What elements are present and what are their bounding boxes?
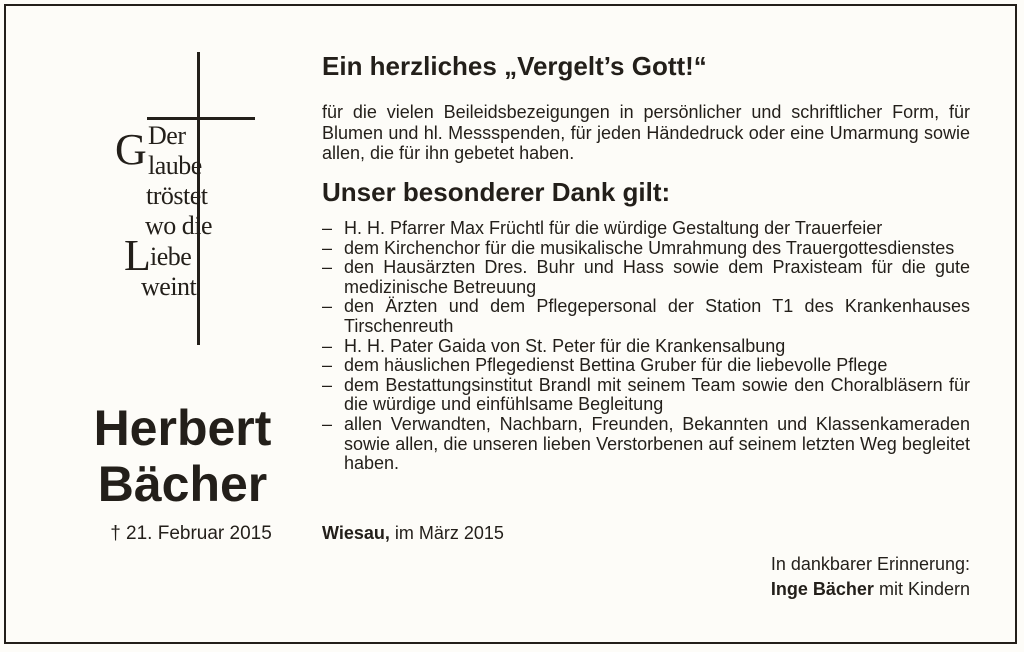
verse-line-6: weint <box>141 272 197 301</box>
list-item <box>322 376 970 415</box>
signature-suffix: mit Kindern <box>873 579 970 599</box>
dash-bullet: – <box>322 237 333 258</box>
list-item <box>322 415 970 474</box>
place-and-date <box>322 522 504 544</box>
verse-line-4: wo die <box>145 211 213 240</box>
list-item-text: H. H. Pater Gaida von St. Peter für die Krankensalbung <box>344 335 786 356</box>
place-town: Wiesau, <box>322 523 390 543</box>
verse-line-2: laube <box>148 151 202 180</box>
dash-bullet: – <box>322 257 333 278</box>
list-item <box>322 258 970 297</box>
dash-bullet: – <box>322 374 333 395</box>
verse-line-5: iebe <box>150 242 192 271</box>
verse-line-3: tröstet <box>146 181 208 210</box>
dash-bullet: – <box>322 413 333 434</box>
main-heading: Ein herzliches „Vergelt’s Gott!“ <box>322 51 707 81</box>
list-item <box>322 219 970 239</box>
signature-intro: In dankbarer Erinnerung: <box>770 554 970 574</box>
signature-name: Inge Bächer <box>770 579 874 599</box>
deceased-first-name: Herbert <box>93 400 272 456</box>
dash-bullet: – <box>322 296 333 317</box>
dash-bullet: – <box>322 218 333 238</box>
list-item-text: allen Verwandten, Nachbarn, Freunden, Bekannten und Klassenkameraden sowie allen, die unseren lieben Verstorbenen auf seinem letzten Weg begleitet haben. <box>344 413 970 474</box>
dash-bullet: – <box>322 355 333 376</box>
verse-initial-l: L <box>124 231 151 280</box>
list-item-text: H. H. Pfarrer Max Früchtl für die würdige Gestaltung der Trauerfeier <box>344 218 883 238</box>
verse-initial-g: G <box>115 125 147 174</box>
list-item <box>322 337 970 357</box>
list-item <box>322 297 970 336</box>
place-date: im März 2015 <box>389 523 504 543</box>
list-item-text: dem Bestattungsinstitut Brandl mit seinem Team sowie den Choralbläsern für die würdige und einfühlsame Begleitung <box>344 374 970 415</box>
list-item <box>322 239 970 259</box>
dash-bullet: – <box>322 335 333 356</box>
deceased-last-name: Bächer <box>97 456 268 512</box>
sub-heading: Unser besonderer Dank gilt: <box>322 177 671 207</box>
list-item-text: dem häuslichen Pflegedienst Bettina Gruber für die liebevolle Pflege <box>344 355 888 376</box>
thanks-list <box>322 219 970 474</box>
cross-horizontal-bar <box>147 117 255 120</box>
list-item-text: den Ärzten und dem Pflegepersonal der Station T1 des Krankenhauses Tirschenreuth <box>344 296 970 336</box>
intro-paragraph: für die vielen Beileidsbezeigungen in persönlicher und schriftlicher Form, für Blumen und hl. Messspenden, für jeden Händedruck oder eine Umarmung sowie allen, die für ihn gebetet haben. <box>322 102 970 163</box>
list-item-text: den Hausärzten Dres. Buhr und Hass sowie dem Praxisteam für die gute medizinische Betreuung <box>344 257 970 297</box>
list-item-text: dem Kirchenchor für die musikalische Umrahmung des Trauergottesdienstes <box>344 237 955 258</box>
death-date: † 21. Februar 2015 <box>110 523 272 544</box>
verse-line-1: Der <box>148 121 186 150</box>
list-item <box>322 356 970 376</box>
signature-line <box>771 578 970 600</box>
